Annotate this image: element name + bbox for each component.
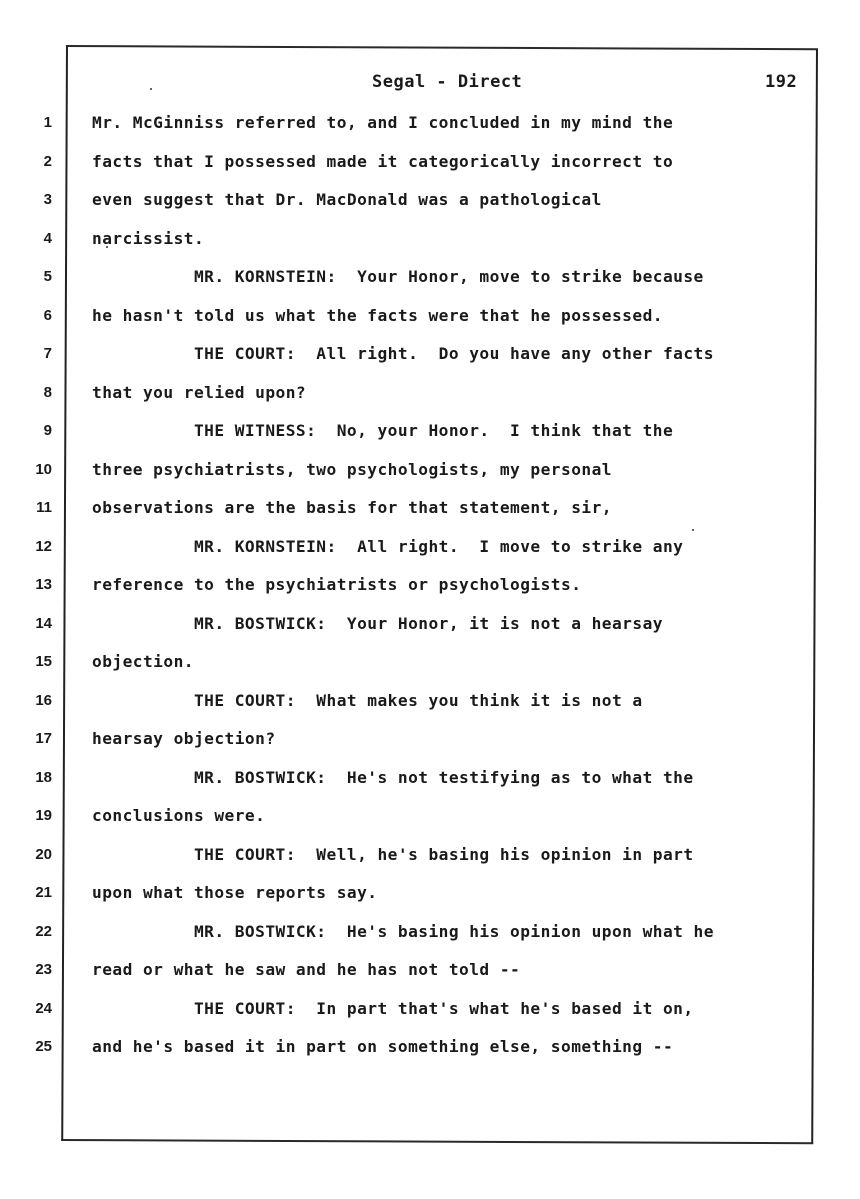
transcript-line bbox=[0, 187, 860, 217]
line-text: hearsay objection? bbox=[92, 729, 276, 748]
line-number: 3 bbox=[43, 191, 52, 208]
line-number: 16 bbox=[35, 691, 52, 709]
line-text: reference to the psychiatrists or psychologists. bbox=[92, 575, 582, 594]
line-text: THE COURT: Well, he's basing his opinion in part bbox=[92, 844, 694, 864]
transcript-line bbox=[0, 110, 860, 140]
page-number: 192 bbox=[765, 72, 798, 92]
line-text: objection. bbox=[92, 652, 194, 671]
line-text: MR. BOSTWICK: Your Honor, it is not a hearsay bbox=[92, 613, 663, 633]
page-header-title: Segal - Direct bbox=[372, 72, 523, 92]
line-number: 18 bbox=[35, 768, 52, 786]
line-number: 15 bbox=[35, 653, 52, 670]
line-text: facts that I possessed made it categorically incorrect to bbox=[92, 151, 674, 171]
transcript-line bbox=[0, 495, 860, 525]
line-number: 11 bbox=[36, 499, 52, 516]
transcript-line bbox=[0, 1034, 860, 1064]
line-text: THE WITNESS: No, your Honor. I think that the bbox=[92, 421, 674, 440]
transcript-line bbox=[0, 688, 860, 718]
transcript-line bbox=[0, 534, 860, 564]
line-text: THE COURT: In part that's what he's based it on, bbox=[92, 998, 694, 1018]
transcript-line bbox=[0, 264, 860, 294]
line-text: MR. BOSTWICK: He's basing his opinion upon what he bbox=[92, 921, 714, 941]
line-number: 22 bbox=[35, 922, 52, 940]
line-text: MR. KORNSTEIN: Your Honor, move to strike because bbox=[92, 267, 704, 286]
line-text: Mr. McGinniss referred to, and I concluded in my mind the bbox=[92, 113, 674, 132]
transcript-line bbox=[0, 996, 860, 1026]
line-text: observations are the basis for that statement, sir, bbox=[92, 498, 612, 517]
line-text: THE COURT: What makes you think it is not a bbox=[92, 690, 643, 710]
scan-speck bbox=[692, 529, 694, 531]
line-text: conclusions were. bbox=[92, 806, 266, 825]
line-text: even suggest that Dr. MacDonald was a pathological bbox=[92, 190, 602, 209]
line-number: 1 bbox=[43, 114, 52, 131]
transcript-line bbox=[0, 842, 860, 872]
transcript-line bbox=[0, 611, 860, 641]
transcript-line bbox=[0, 380, 860, 410]
transcript-line bbox=[0, 303, 860, 333]
line-number: 4 bbox=[43, 229, 52, 247]
line-text: he hasn't told us what the facts were that he possessed. bbox=[92, 305, 663, 325]
line-number: 9 bbox=[43, 422, 52, 439]
transcript-line bbox=[0, 457, 860, 487]
line-number: 17 bbox=[35, 730, 52, 747]
transcript-line bbox=[0, 649, 860, 679]
transcript-line bbox=[0, 765, 860, 795]
line-number: 13 bbox=[35, 576, 52, 593]
transcript-line bbox=[0, 341, 860, 371]
line-number: 14 bbox=[35, 614, 52, 632]
line-number: 12 bbox=[35, 537, 52, 555]
transcript-line bbox=[0, 957, 860, 987]
line-text: narcissist. bbox=[92, 228, 205, 248]
line-text: read or what he saw and he has not told -- bbox=[92, 960, 521, 979]
transcript-line bbox=[0, 803, 860, 833]
line-number: 25 bbox=[35, 1038, 52, 1055]
line-number: 21 bbox=[35, 884, 52, 901]
line-text: MR. BOSTWICK: He's not testifying as to what the bbox=[92, 767, 694, 787]
transcript-line bbox=[0, 149, 860, 179]
line-number: 5 bbox=[43, 268, 52, 285]
line-text: three psychiatrists, two psychologists, my personal bbox=[92, 459, 612, 479]
line-number: 6 bbox=[43, 306, 52, 324]
line-text: THE COURT: All right. Do you have any other facts bbox=[92, 344, 714, 363]
line-number: 23 bbox=[35, 961, 52, 978]
line-number: 2 bbox=[43, 152, 52, 170]
transcript-line bbox=[0, 919, 860, 949]
line-number: 20 bbox=[35, 845, 52, 863]
transcript-line bbox=[0, 880, 860, 910]
transcript-line bbox=[0, 226, 860, 256]
line-number: 24 bbox=[35, 999, 52, 1017]
line-text: that you relied upon? bbox=[92, 382, 307, 402]
line-number: 8 bbox=[43, 383, 52, 401]
line-number: 10 bbox=[35, 460, 52, 478]
line-text: MR. KORNSTEIN: All right. I move to strike any bbox=[92, 536, 684, 556]
line-text: upon what those reports say. bbox=[92, 883, 378, 902]
transcript-line bbox=[0, 418, 860, 448]
scan-speck bbox=[150, 88, 152, 90]
line-number: 7 bbox=[43, 345, 52, 362]
line-text: and he's based it in part on something else, something -- bbox=[92, 1037, 674, 1056]
line-number: 19 bbox=[35, 807, 52, 824]
transcript-line bbox=[0, 726, 860, 756]
transcript-line bbox=[0, 572, 860, 602]
